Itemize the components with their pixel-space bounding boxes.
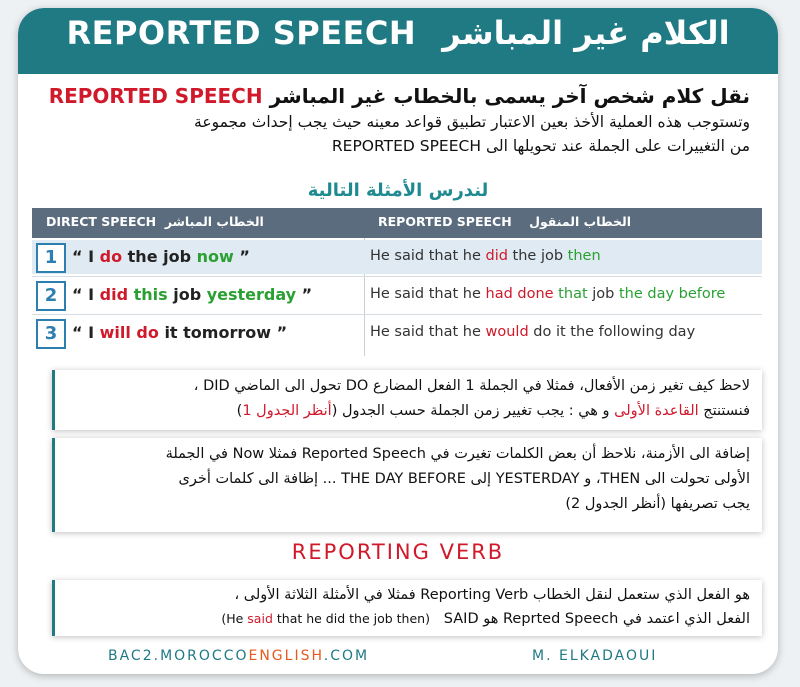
- header-reported: [378, 214, 631, 229]
- direct-word: job: [167, 285, 207, 304]
- direct-time: yesterday: [206, 285, 297, 304]
- direct-demonstrative: this: [128, 285, 168, 304]
- header-direct-en: DIRECT SPEECH: [46, 214, 157, 229]
- row-number: 3: [36, 319, 66, 349]
- site-part: .COM: [323, 648, 370, 664]
- reported-word: He said that he: [370, 286, 486, 302]
- example-sentence: [221, 607, 430, 630]
- note-text: فنستنتج: [698, 403, 750, 419]
- note-time-words: [52, 438, 762, 532]
- note-line: [63, 607, 750, 631]
- intro-line-1-en: REPORTED SPEECH: [48, 84, 263, 108]
- direct-word: it tomorrow: [158, 323, 272, 342]
- note-reporting-verb: [52, 580, 762, 636]
- direct-time: now: [196, 247, 234, 266]
- quote-open: “: [72, 247, 89, 266]
- examples-table: [32, 208, 762, 356]
- site-part: BAC2.MOROCCO: [108, 648, 249, 664]
- reported-sentence: [370, 324, 695, 340]
- row-separator: [32, 314, 762, 315]
- site-link[interactable]: [108, 648, 369, 664]
- lesson-card: [18, 8, 778, 674]
- reported-verb: did: [485, 248, 508, 264]
- table-header: [32, 208, 762, 238]
- table-row: [32, 278, 762, 312]
- note-tense-rule: [52, 370, 762, 430]
- note-line: الأولى تحولت الى THEN، و YESTERDAY إلى THE DAY BEFORE ... إظافة الى كلمات أخرى: [178, 471, 750, 487]
- banner-title-en: REPORTED SPEECH: [66, 14, 417, 52]
- intro-line-1: [40, 82, 750, 110]
- note-text: الفعل الذي اعتمد في Reprted Speech هو SAID: [443, 611, 750, 627]
- title-banner: [18, 8, 778, 74]
- direct-word: the job: [122, 247, 197, 266]
- intro-line-3: [40, 134, 750, 158]
- table-row: [32, 316, 762, 350]
- direct-word: I: [88, 247, 100, 266]
- intro-text: [40, 82, 750, 158]
- quote-open: “: [72, 323, 89, 342]
- note-line: هو الفعل الذي ستعمل لنقل الخطاب Reporting Verb فمثلا في الأمثلة الثلاثة الأولى ،: [234, 587, 750, 603]
- direct-verb: did: [99, 285, 129, 304]
- reported-word: He said that he: [370, 324, 486, 340]
- footer: [18, 648, 778, 670]
- direct-sentence: [72, 247, 250, 266]
- note-line: إضافة الى الأزمنة، نلاحظ أن بعض الكلمات تغيرت في Reported Speech فمثلا Now في الجملة: [165, 446, 750, 462]
- header-reported-ar: الخطاب المنقول: [529, 214, 632, 229]
- intro-line-3-en: REPORTED SPEECH: [331, 137, 482, 155]
- direct-verb: will do: [99, 323, 159, 342]
- intro-line-3-ar: من التغييرات على الجملة عند تحويلها الى: [485, 137, 750, 155]
- row-number: 2: [36, 281, 66, 311]
- reported-sentence: [370, 248, 601, 264]
- reported-word: the job: [507, 248, 568, 264]
- author-name: M. ELKADAOUI: [532, 648, 658, 664]
- direct-word: I: [88, 323, 100, 342]
- direct-sentence: [72, 323, 287, 342]
- row-separator: [32, 276, 762, 277]
- lesson-heading: لندرس الأمثلة التالية: [307, 180, 489, 201]
- example-verb: said: [247, 611, 273, 626]
- reported-demonstrative: that: [553, 286, 588, 302]
- reported-verb: would: [485, 324, 529, 340]
- direct-sentence: [72, 285, 312, 304]
- reported-word: do it the following day: [528, 324, 696, 340]
- header-direct-ar: الخطاب المباشر: [164, 214, 264, 229]
- table-row: [32, 240, 762, 274]
- quote-close: ”: [233, 247, 250, 266]
- reported-time: then: [567, 248, 601, 264]
- note-text: و هي : يجب تغيير زمن الجملة حسب الجدول (: [331, 403, 615, 419]
- table-reference: أنظر الجدول 1: [242, 403, 332, 419]
- banner-title-ar: الكلام غير المباشر: [442, 14, 730, 52]
- row-number: 1: [36, 243, 66, 273]
- header-direct: [46, 214, 264, 229]
- direct-verb: do: [99, 247, 123, 266]
- reported-word: job: [587, 286, 619, 302]
- note-text: ): [236, 403, 243, 419]
- direct-word: I: [88, 285, 100, 304]
- reporting-verb-heading: REPORTING VERB: [291, 540, 505, 564]
- reported-time: the day before: [618, 286, 726, 302]
- quote-close: ”: [296, 285, 313, 304]
- note-line: [63, 399, 750, 424]
- note-line: لاحظ كيف تغير زمن الأفعال، فمثلا في الجملة 1 الفعل المضارع DO تحول الى الماضي DID ،: [193, 378, 750, 394]
- example-part: that he did the job then): [272, 611, 430, 626]
- site-highlight: ENGLISH: [248, 648, 324, 664]
- intro-line-1-ar: نقل كلام شخص آخر يسمى بالخطاب غير المباشر: [269, 84, 750, 108]
- note-line: يجب تصريفها (أنظر الجدول 2): [565, 496, 750, 512]
- rule-name: القاعدة الأولى: [614, 403, 699, 419]
- reported-sentence: [370, 286, 725, 302]
- reported-verb: had done: [485, 286, 554, 302]
- quote-close: ”: [271, 323, 288, 342]
- banner-title: [18, 14, 778, 52]
- reported-word: He said that he: [370, 248, 486, 264]
- intro-line-2: وتستوجب هذه العملية الأخذ بعين الاعتبار تطبيق قواعد معينه حيث يجب إحداث مجموعة: [194, 113, 750, 131]
- example-part: (He: [221, 611, 248, 626]
- header-reported-en: REPORTED SPEECH: [378, 214, 512, 229]
- quote-open: “: [72, 285, 89, 304]
